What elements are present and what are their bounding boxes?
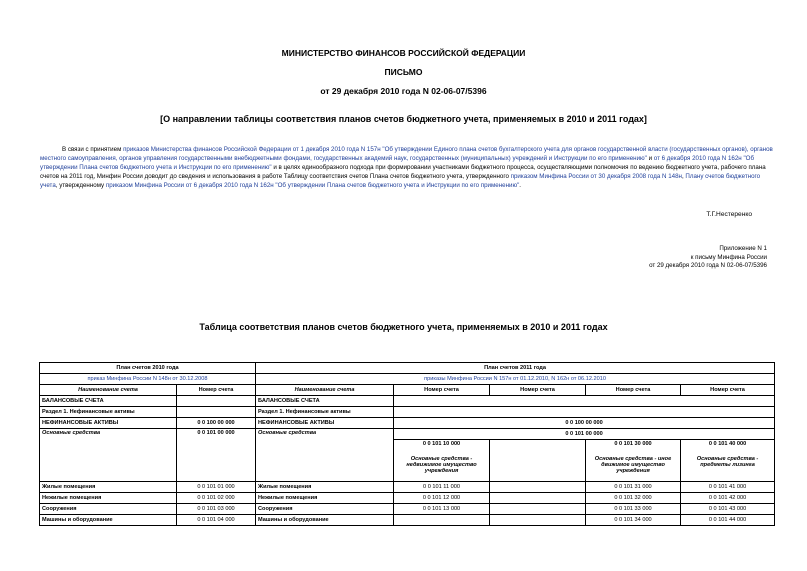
cell: Сооружения: [256, 504, 394, 515]
cell: [490, 482, 586, 493]
cell: [394, 407, 775, 418]
cell: Нежилые помещения: [40, 493, 177, 504]
cell: НЕФИНАНСОВЫЕ АКТИВЫ: [256, 418, 394, 429]
cell: 0 0 101 31 000: [586, 482, 681, 493]
doc-date-number: от 29 декабря 2010 года N 02-06-07/5396: [320, 86, 487, 96]
col-num-header: Номер счета: [177, 385, 256, 396]
intro-text: и в целях единообразного подхода при формировании участниками бюджетного процесса, осуществляющими полномочия по ведению бюджетного учета, рабочего плана счетов на 2011 год, Минфин России доводит до сведения и использования в работе Таблицу соответствия счетов Плана счетов бюджетного учета, утвержденного: [40, 163, 766, 180]
cell: 0 0 101 41 000: [681, 482, 775, 493]
cell: [681, 440, 775, 482]
cell: 0 0 101 04 000: [177, 515, 256, 526]
cell: Нежилые помещения: [256, 493, 394, 504]
col-name-header: Наименование счета: [256, 385, 394, 396]
cell: Сооружения: [40, 504, 177, 515]
cell: [490, 440, 586, 482]
table-row: [40, 396, 775, 407]
cell: 0 0 101 00 000: [177, 429, 256, 482]
cell: [394, 515, 490, 526]
table-row: [40, 429, 775, 440]
plan-2011-header: План счетов 2011 года: [256, 363, 775, 374]
link-order-148n[interactable]: приказом Минфина России от 30 декабря 2008 года N 148н: [510, 172, 682, 180]
col-num-header: Номер счета: [586, 385, 681, 396]
table-row: [40, 374, 775, 385]
intro-text: .: [519, 181, 522, 189]
cell: 0 0 101 01 000: [177, 482, 256, 493]
cell: [394, 440, 490, 482]
link-plan-accounts[interactable]: Плану счетов бюджетного учета: [40, 172, 761, 189]
cell: [177, 407, 256, 418]
plan-2010-header: План счетов 2010 года: [40, 363, 256, 374]
table-row: [40, 418, 775, 429]
cell: [586, 440, 681, 482]
cell: 0 0 101 42 000: [681, 493, 775, 504]
order-2010-link[interactable]: приказ Минфина России N 148н от 30.12.2008: [40, 374, 256, 385]
subaccount-num: 0 0 101 10 000: [422, 441, 461, 447]
table-row: [40, 493, 775, 504]
cell: Машины и оборудование: [256, 515, 394, 526]
cell: Машины и оборудование: [40, 515, 177, 526]
cell: 0 0 101 11 000: [394, 482, 490, 493]
cell: 0 0 101 13 000: [394, 504, 490, 515]
cell: БАЛАНСОВЫЕ СЧЕТА: [40, 396, 177, 407]
cell: Жилые помещения: [40, 482, 177, 493]
cell: [177, 396, 256, 407]
table-row: [40, 515, 775, 526]
appendix-line: Приложение N 1: [719, 245, 767, 252]
table-row: [40, 504, 775, 515]
cell: 0 0 101 12 000: [394, 493, 490, 504]
cell: [490, 493, 586, 504]
cell: 0 0 101 33 000: [586, 504, 681, 515]
signature: Т.Г.Нестеренко: [706, 211, 752, 218]
cell: [490, 515, 586, 526]
appendix-line: от 29 декабря 2010 года N 02-06-07/5396: [649, 262, 767, 270]
cell: 0 0 100 00 000: [177, 418, 256, 429]
appendix-note: [649, 245, 767, 271]
link-order-162n-2[interactable]: приказом Минфина России от 6 декабря 2010 года N 162н "Об утверждении Плана счетов бюджетного учета и Инструкции по его применению": [105, 181, 520, 189]
ministry-heading: МИНИСТЕРСТВО ФИНАНСОВ РОССИЙСКОЙ ФЕДЕРАЦИИ: [281, 48, 526, 58]
correspondence-table: [39, 362, 775, 526]
cell: 0 0 101 43 000: [681, 504, 775, 515]
cell: 0 0 101 44 000: [681, 515, 775, 526]
doc-subject: [О направлении таблицы соответствия планов счетов бюджетного учета, применяемых в 2010 и 2011 годах]: [160, 114, 647, 124]
cell: Основные средства: [40, 429, 177, 482]
intro-text: ,: [681, 172, 686, 180]
col-num-header: Номер счета: [490, 385, 586, 396]
subaccount-num: 0 0 101 40 000: [708, 441, 747, 447]
cell: Раздел 1. Нефинансовые активы: [256, 407, 394, 418]
intro-text: и: [646, 154, 654, 162]
subaccount-name: Основные средства - недвижимое имущество учреждения: [406, 456, 477, 474]
cell: Раздел 1. Нефинансовые активы: [40, 407, 177, 418]
col-name-header: Наименование счета: [40, 385, 177, 396]
cell: [490, 504, 586, 515]
cell: 0 0 101 32 000: [586, 493, 681, 504]
link-order-157n[interactable]: приказов Министерства финансов Российской Федерации от 1 декабря 2010 года N 157н "Об утверждении Единого плана счетов бухгалтерского учета для органов государственной власти (государственных органов), органов местного самоуправления, органов управления государственными внебюджетными фондами, государственных академий наук, государственных (муниципальных) учреждений и Инструкции по его применению": [40, 146, 773, 162]
table-row: [40, 385, 775, 396]
cell: [394, 396, 775, 407]
table-row: [40, 482, 775, 493]
cell: 0 0 101 03 000: [177, 504, 256, 515]
cell: 0 0 100 00 000: [394, 418, 775, 429]
appendix-line: к письму Минфина России: [690, 253, 767, 261]
link-order-162n[interactable]: от 6 декабря 2010 года N 162н "Об утверждении Плана счетов бюджетного учета и Инструкции по его применению": [40, 154, 755, 171]
table-row: [40, 363, 775, 374]
col-num-header: Номер счета: [394, 385, 490, 396]
cell: 0 0 101 00 000: [394, 429, 775, 440]
intro-text: , утвержденному: [55, 181, 106, 189]
intro-paragraph: [40, 146, 773, 191]
table-title: Таблица соответствия планов счетов бюджетного учета, применяемых в 2010 и 2011 годах: [199, 322, 608, 332]
cell: НЕФИНАНСОВЫЕ АКТИВЫ: [40, 418, 177, 429]
subaccount-num: 0 0 101 30 000: [614, 441, 652, 447]
table-row: [40, 407, 775, 418]
intro-text: В связи с принятием: [62, 146, 124, 153]
doc-type: ПИСЬМО: [384, 67, 423, 77]
cell: 0 0 101 34 000: [586, 515, 681, 526]
col-num-header: Номер счета: [681, 385, 775, 396]
cell: Основные средства: [256, 429, 394, 482]
subaccount-name: Основные средства - иное движимое имущество учреждения: [594, 456, 672, 474]
cell: БАЛАНСОВЫЕ СЧЕТА: [256, 396, 394, 407]
subaccount-name: Основные средства - предметы лизинга: [696, 456, 759, 468]
cell: 0 0 101 02 000: [177, 493, 256, 504]
order-2011-link[interactable]: приказы Минфина России N 157н от 01.12.2010, N 162н от 06.12.2010: [256, 374, 775, 385]
cell: Жилые помещения: [256, 482, 394, 493]
